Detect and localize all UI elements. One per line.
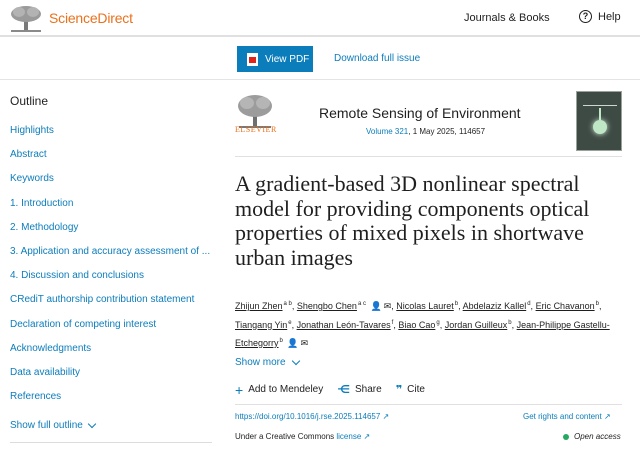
open-access-dot-icon bbox=[563, 434, 569, 440]
doi-text: https://doi.org/10.1016/j.rse.2025.114657 bbox=[235, 412, 381, 421]
license-link[interactable]: license bbox=[336, 432, 362, 441]
author-list: Zhijun Zhen$^{a b}$, Shengbo Chen$^{a c}$ 👤 ✉, Nicolas Lauret$^b$, Abdelaziz Kallel$^d$, Eric Chavanon$^b$, Tiangang Yin$^e$, Jonathan León-Tavares$^f$, Biao Cao$^g$, Jordan Guilleux$^b$, Jean-Philippe Gastellu-Etchegorry$^b$ 👤 ✉ bbox=[235, 296, 625, 352]
external-link-icon: ↗ bbox=[603, 412, 611, 421]
outline-item-references[interactable]: References bbox=[10, 391, 62, 403]
download-full-issue-link[interactable]: Download full issue bbox=[334, 53, 421, 64]
help-icon: ? bbox=[579, 10, 592, 23]
outline-item-credit[interactable]: CRediT authorship contribution statement bbox=[10, 294, 195, 306]
open-access-label: Open access bbox=[574, 432, 621, 441]
author-name[interactable]: Jean-Philippe Gastellu-Etchegorry bbox=[235, 319, 610, 348]
author-affiliation: f bbox=[391, 319, 394, 326]
author-affiliation: g bbox=[436, 319, 440, 326]
quote-icon: ❞ bbox=[395, 384, 403, 396]
outline-item-highlights[interactable]: Highlights bbox=[10, 125, 54, 136]
journal-header bbox=[235, 87, 622, 157]
article-title: A gradient-based 3D nonlinear spectral model for providing components optical properties of mixed pixels in shortwave urban images bbox=[235, 171, 590, 270]
journal-title-link[interactable]: Remote Sensing of Environment bbox=[319, 105, 521, 121]
article-toolbar bbox=[0, 38, 640, 80]
author-affiliation: a b bbox=[283, 301, 292, 307]
cover-title-band bbox=[583, 98, 617, 106]
author-affiliation: b bbox=[508, 319, 512, 326]
cite-button[interactable] bbox=[396, 383, 425, 396]
show-full-outline-link[interactable] bbox=[10, 420, 95, 431]
share-label: Share bbox=[355, 384, 382, 395]
outline-list bbox=[10, 124, 210, 414]
outline-item-discussion[interactable]: 4. Discussion and conclusions bbox=[10, 270, 144, 282]
cover-graphic-stem bbox=[599, 108, 601, 120]
email-icon[interactable]: ✉ bbox=[300, 338, 309, 348]
journal-cover-image[interactable] bbox=[576, 91, 622, 151]
outline-item-methodology[interactable]: 2. Methodology bbox=[10, 221, 79, 233]
add-to-mendeley-label: Add to Mendeley bbox=[248, 384, 324, 395]
author-affiliation: a c bbox=[357, 301, 366, 307]
view-pdf-button[interactable] bbox=[237, 46, 313, 72]
author-affiliation: e bbox=[288, 319, 292, 326]
sidebar-divider bbox=[10, 442, 212, 443]
top-bar bbox=[0, 0, 640, 37]
author-name[interactable]: Shengbo Chen bbox=[296, 301, 357, 311]
outline-item-acknowledgments[interactable]: Acknowledgments bbox=[10, 342, 92, 354]
outline-item-abstract[interactable]: Abstract bbox=[10, 149, 47, 161]
share-icon: ⋲ bbox=[337, 384, 350, 396]
article-actions bbox=[235, 383, 425, 396]
journals-books-link[interactable]: Journals & Books bbox=[464, 12, 550, 24]
view-pdf-label: View PDF bbox=[265, 53, 310, 65]
author-name[interactable]: Tiangang Yin bbox=[235, 319, 288, 330]
add-to-mendeley-button[interactable] bbox=[235, 381, 324, 398]
meta-divider bbox=[235, 404, 622, 405]
open-access-badge bbox=[563, 432, 621, 441]
author-affiliation: b bbox=[279, 338, 283, 344]
elsevier-tree-icon[interactable] bbox=[9, 5, 43, 32]
author-name[interactable]: Jonathan León-Tavares bbox=[296, 319, 391, 330]
outline-heading: Outline bbox=[10, 94, 49, 108]
external-link-icon: ↗ bbox=[382, 412, 390, 421]
show-full-outline-label: Show full outline bbox=[10, 420, 83, 431]
sciencedirect-logo-text[interactable]: ScienceDirect bbox=[49, 10, 133, 26]
help-link[interactable] bbox=[579, 10, 621, 23]
author-name[interactable]: Nicolas Lauret bbox=[396, 301, 454, 311]
elsevier-wordmark: ELSEVIER bbox=[235, 125, 277, 134]
author-name[interactable]: Zhijun Zhen bbox=[235, 301, 283, 311]
help-label: Help bbox=[598, 10, 621, 23]
issue-date: , 1 May 2025, 114657 bbox=[408, 127, 486, 136]
author-name[interactable]: Abdelaziz Kallel bbox=[462, 301, 527, 311]
outline-item-data-availability[interactable]: Data availability bbox=[10, 366, 81, 378]
outline-item-introduction[interactable]: 1. Introduction bbox=[10, 197, 74, 209]
show-more-label: Show more bbox=[235, 357, 286, 368]
license-info bbox=[235, 432, 370, 441]
journal-issue-info bbox=[366, 127, 485, 136]
rights-text: Get rights and content bbox=[523, 412, 602, 421]
author-affiliation: b bbox=[454, 301, 459, 307]
author-name[interactable]: Jordan Guilleux bbox=[444, 319, 508, 330]
author-affiliation: d bbox=[527, 301, 531, 307]
share-button[interactable] bbox=[337, 383, 381, 396]
pdf-icon bbox=[247, 53, 258, 66]
rights-link[interactable] bbox=[523, 412, 611, 421]
person-icon[interactable]: 👤 bbox=[287, 338, 299, 348]
outline-item-competing-interest[interactable]: Declaration of competing interest bbox=[10, 318, 157, 330]
outline-item-application[interactable]: 3. Application and accuracy assessment of ... bbox=[10, 245, 211, 257]
doi-link[interactable] bbox=[235, 412, 389, 421]
external-link-icon: ↗ bbox=[363, 432, 371, 441]
show-more-link[interactable] bbox=[235, 357, 299, 368]
cover-graphic-bulb bbox=[593, 120, 607, 134]
volume-link[interactable]: Volume 321 bbox=[366, 127, 409, 136]
author-name[interactable]: Eric Chavanon bbox=[535, 301, 595, 311]
cite-label: Cite bbox=[407, 384, 425, 395]
plus-icon: + bbox=[235, 381, 244, 398]
author-name[interactable]: Biao Cao bbox=[398, 319, 436, 330]
license-prefix: Under a Creative Commons bbox=[235, 432, 337, 441]
chevron-down-icon bbox=[291, 357, 299, 365]
outline-item-keywords[interactable]: Keywords bbox=[10, 173, 54, 185]
person-icon[interactable]: 👤 bbox=[370, 301, 382, 311]
chevron-down-icon bbox=[88, 420, 96, 428]
author-affiliation: b bbox=[595, 301, 599, 307]
email-icon[interactable]: ✉ bbox=[383, 301, 392, 311]
